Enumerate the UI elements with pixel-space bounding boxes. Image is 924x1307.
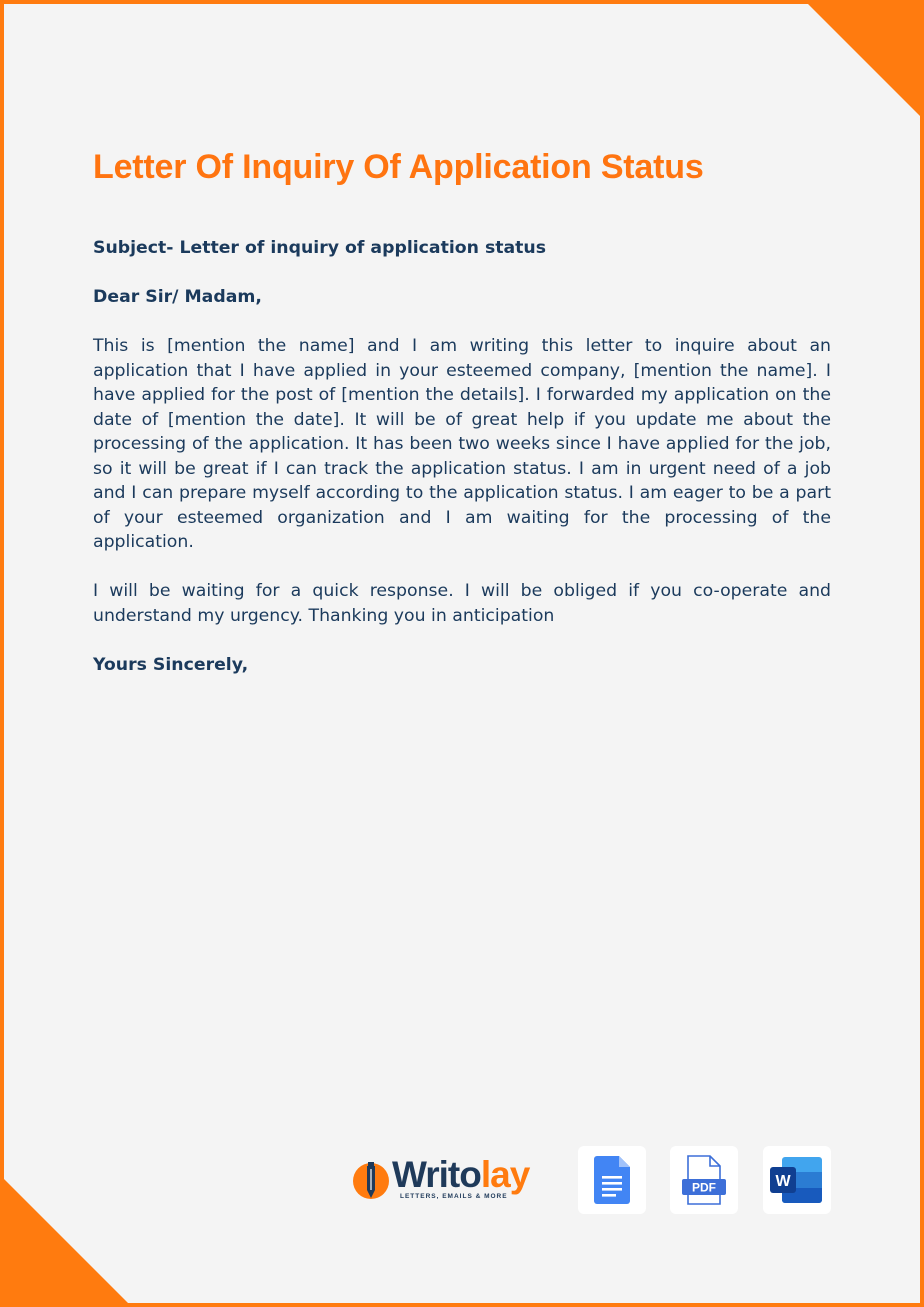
letter-subject: Subject- Letter of inquiry of application status <box>93 238 546 258</box>
word-download-button[interactable] <box>763 1146 831 1214</box>
google-docs-download-button[interactable] <box>578 1146 646 1214</box>
brand-name <box>392 1154 529 1196</box>
letter-paragraph: I will be waiting for a quick response. I will be obliged if you co-operate and understand my urgency. Thanking you in anticipation <box>93 581 831 626</box>
pdf-download-button[interactable] <box>670 1146 738 1214</box>
letter-body <box>93 236 831 702</box>
pdf-label: PDF <box>692 1180 716 1195</box>
brand-name-part1: Writo <box>392 1154 481 1195</box>
corner-decoration-bottom-left <box>0 1175 132 1307</box>
ms-word-icon <box>770 1155 824 1205</box>
word-label: W <box>775 1173 791 1190</box>
brand-name-part2: lay <box>480 1154 530 1195</box>
google-docs-icon <box>594 1156 630 1204</box>
corner-decoration-top-right <box>804 0 924 120</box>
page-title: Letter Of Inquiry Of Application Status <box>93 148 704 186</box>
letter-salutation: Dear Sir/ Madam, <box>93 287 262 307</box>
writolay-logo[interactable] <box>352 1154 552 1204</box>
pen-logo-icon <box>352 1160 390 1200</box>
footer <box>352 1146 832 1216</box>
letter-closing: Yours Sincerely, <box>93 654 249 675</box>
letter-paragraph: This is [mention the name] and I am writing this letter to inquire about an application that I have applied in your esteemed company, [mention the name]. I have applied for the post of [mention the details]. I forwarded my application on the date of [mention the date]. It will be of great help if you update me about the processing of the application. It has been two weeks since I have applied for the job, so it will be great if I can track the application status. I am in urgent need of a job and I can prepare myself according to the application status. I am eager to be a part of your esteemed organization and I am waiting for the processing of the application. <box>93 336 831 552</box>
brand-tagline: LETTERS, EMAILS & MORE <box>400 1193 508 1200</box>
pdf-file-icon <box>681 1155 727 1205</box>
